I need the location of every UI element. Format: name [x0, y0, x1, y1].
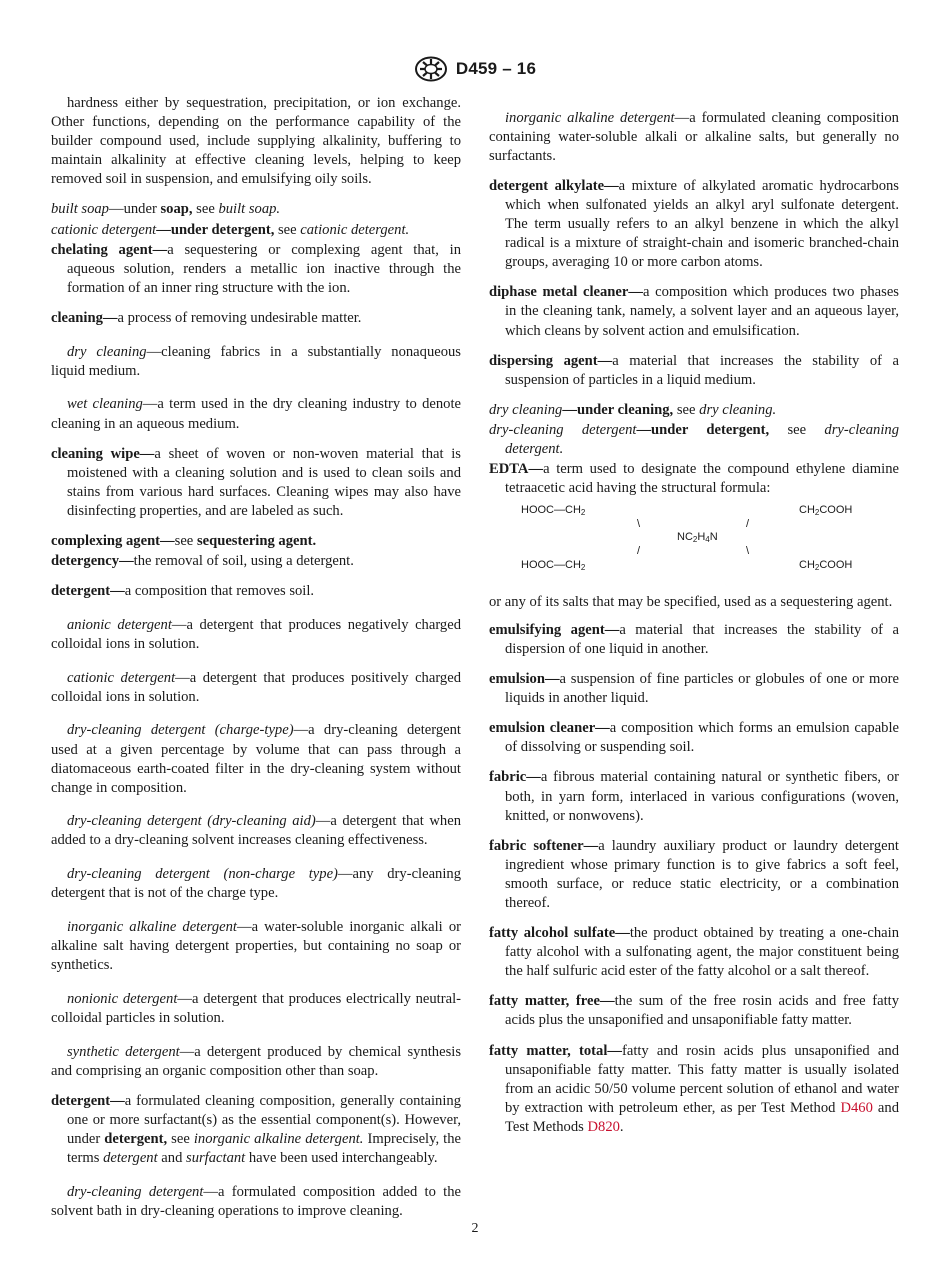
right-column — [489, 94, 899, 1148]
entry-wet-cleaning: wet cleaning—a term used in the dry cleaning industry to denote cleaning in an aqueous medium. — [51, 396, 461, 432]
entry-diphase-metal-cleaner: diphase metal cleaner—a composition which produces two phases in the cleaning tank, namely, a solvent layer and an aqueous layer, which cleans by solvent action and emulsification. — [489, 284, 899, 339]
entry-fabric: fabric—a fibrous material containing natural or synthetic fibers, or both, in yarn form, interlaced in various configurations (woven, knitted, or nonwovens). — [489, 769, 899, 824]
entry-detergent-alkylate: detergent alkylate—a mixture of alkylated aromatic hydrocarbons which when sulfonated yields an alkyl aryl sulfonate detergent. The term usually refers to an alkyl benzene in which the alkyl radical is a mixture of straight-chain and isomeric branched-chain groups, averaging 10 or more carbon atoms. — [489, 177, 899, 271]
entry-dry-cleaning-detergent-xref: dry-cleaning detergent—under detergent, see dry-cleaning detergent. — [489, 421, 899, 457]
entry-emulsifying-agent: emulsifying agent—a material that increases the stability of a dispersion of one liquid in another. — [489, 621, 899, 657]
entry-nonionic-detergent: nonionic detergent—a detergent that produces electrically neutral-colloidal particles in solution. — [51, 990, 461, 1026]
link-d820[interactable]: D820 — [587, 1118, 620, 1135]
entry-edta: EDTA—a term used to designate the compound ethylene diamine tetraacetic acid having the structural formula: — [489, 461, 899, 497]
entry-cationic-detergent-xref: cationic detergent—under detergent, see cationic detergent. — [51, 221, 410, 238]
entry-dry-cleaning: dry cleaning—cleaning fabrics in a substantially nonaqueous liquid medium. — [51, 343, 461, 379]
formula-top-right: $CH_2COOH$ — [799, 504, 853, 518]
entry-cationic-detergent: cationic detergent—a detergent that produces positively charged colloidal ions in solution. — [51, 669, 461, 705]
page-header — [0, 56, 950, 82]
entry-dry-cleaning-detergent-noncharge: dry-cleaning detergent (non-charge type)—any dry-cleaning detergent that is not of the charge type. — [51, 866, 462, 902]
formula-center: $NC_2H_4N$ — [677, 531, 718, 545]
edta-continuation: or any of its salts that may be specified, used as a sequestering agent. — [489, 593, 893, 610]
entry-emulsion-cleaner: emulsion cleaner—a composition which forms an emulsion capable of dissolving or suspending soil. — [489, 720, 899, 756]
entry-dry-cleaning-detergent-aid: dry-cleaning detergent (dry-cleaning aid)—a detergent that when added to a dry-cleaning solvent increases cleaning effectiveness. — [51, 813, 461, 849]
formula-bond-2: / — [746, 518, 750, 531]
left-column — [51, 94, 461, 1230]
entry-synthetic-detergent: synthetic detergent—a detergent produced by chemical synthesis and comprising an organic composition other than soap. — [51, 1043, 461, 1079]
entry-dry-cleaning-xref: dry cleaning—under cleaning, see dry cleaning. — [489, 401, 777, 418]
entry-inorganic-alkaline-detergent-2: inorganic alkaline detergent—a formulated cleaning composition containing water-soluble alkali or alkaline salts, but generally no surfactants. — [489, 109, 899, 164]
entry-detergent-formulated: detergent—a formulated cleaning composition, generally containing one or more surfactant(s) as the essential component(s). However, under detergent, see inorganic alkaline detergent. Imprecisely, the terms detergent and surfactant have been used interchangeably. — [51, 1092, 461, 1167]
page-number: 2 — [471, 1221, 479, 1236]
entry-fatty-matter-free: fatty matter, free—the sum of the free rosin acids and free fatty acids plus the unsaponified and unsaponifiable fatty matter. — [489, 993, 899, 1029]
entry-detergent: detergent—a composition that removes soil. — [51, 583, 315, 600]
entry-fatty-alcohol-sulfate: fatty alcohol sulfate—the product obtained by treating a one-chain fatty alcohol with a sulfonating agent, the major constituent being the half sulfuric acid ester of the fatty alcohol or a salt thereof. — [489, 925, 899, 980]
entry-dry-cleaning-detergent-charge: dry-cleaning detergent (charge-type)—a dry-cleaning detergent used at a given percentage by volume that can pass through a diatomaceous earth-coated filter in the dry-cleaning system without change in composition. — [51, 722, 461, 796]
entry-anionic-detergent: anionic detergent—a detergent that produces negatively charged colloidal ions in solution. — [51, 616, 461, 652]
astm-logo-icon — [414, 56, 448, 82]
formula-bottom-left: $HOOC—CH_2$ — [521, 559, 586, 573]
formula-bond-3: / — [637, 545, 641, 558]
link-d460[interactable]: D460 — [840, 1099, 873, 1116]
entry-detergency: detergency—the removal of soil, using a detergent. — [51, 553, 354, 570]
formula-bond-4: \ — [746, 545, 750, 558]
formula-bottom-right: $CH_2COOH$ — [799, 559, 853, 573]
entry-dry-cleaning-detergent: dry-cleaning detergent—a formulated composition added to the solvent bath in dry-cleaning operations to improve cleaning. — [51, 1183, 461, 1219]
intro-paragraph: hardness either by sequestration, precipitation, or ion exchange. Other functions, depending on the performance capability of the builder compound used, include supplying alkalinity, buffering to maintain alkalinity at effective cleaning levels, helping to keep removed soil in suspension, and emulsifying oily soils. — [51, 95, 461, 188]
entry-fabric-softener: fabric softener—a laundry auxiliary product or laundry detergent ingredient whose primary function is to give fabrics a soft feel, smooth surface, or reduce static electricity, or a combination thereof. — [489, 837, 899, 911]
edta-structural-formula — [489, 500, 899, 580]
formula-top-left: $HOOC—CH_2$ — [521, 504, 586, 518]
document-id: D459 – 16 — [455, 59, 537, 78]
entry-emulsion: emulsion—a suspension of fine particles or globules of one or more liquids in another liquid. — [489, 671, 899, 707]
entry-chelating-agent: chelating agent—a sequestering or complexing agent that, in aqueous solution, renders a metallic ion inactive through the formation of an inner ring structure with the ion. — [51, 241, 461, 296]
entry-cleaning-wipe: cleaning wipe—a sheet of woven or non-woven material that is moistened with a cleaning solution and is used to clean soils and stains from various hard surfaces. Cleaning wipes may also have disinfecting properties, and are labeled as such. — [51, 445, 461, 519]
entry-inorganic-alkaline-detergent: inorganic alkaline detergent—a water-soluble inorganic alkali or alkaline salt having detergent properties, but containing no soap or synthetics. — [51, 918, 461, 974]
entry-complexing-agent: complexing agent—see sequestering agent. — [51, 532, 317, 549]
entry-fatty-matter-total: fatty matter, total—fatty and rosin acids plus unsaponified and unsaponifiable fatty matter. This fatty matter is usually isolated from an acidic 50/50 volume percent solution of ethanol and water by extraction with petroleum ether, as per Test Method D460 and Test Methods D820. — [489, 1042, 899, 1135]
entry-cleaning: cleaning—a process of removing undesirable matter. — [51, 309, 362, 326]
entry-dispersing-agent: dispersing agent—a material that increases the stability of a suspension of particles in a liquid medium. — [489, 352, 899, 388]
entry-built-soap: built soap—under soap, see built soap. — [51, 201, 281, 218]
formula-bond-1: \ — [637, 518, 641, 531]
